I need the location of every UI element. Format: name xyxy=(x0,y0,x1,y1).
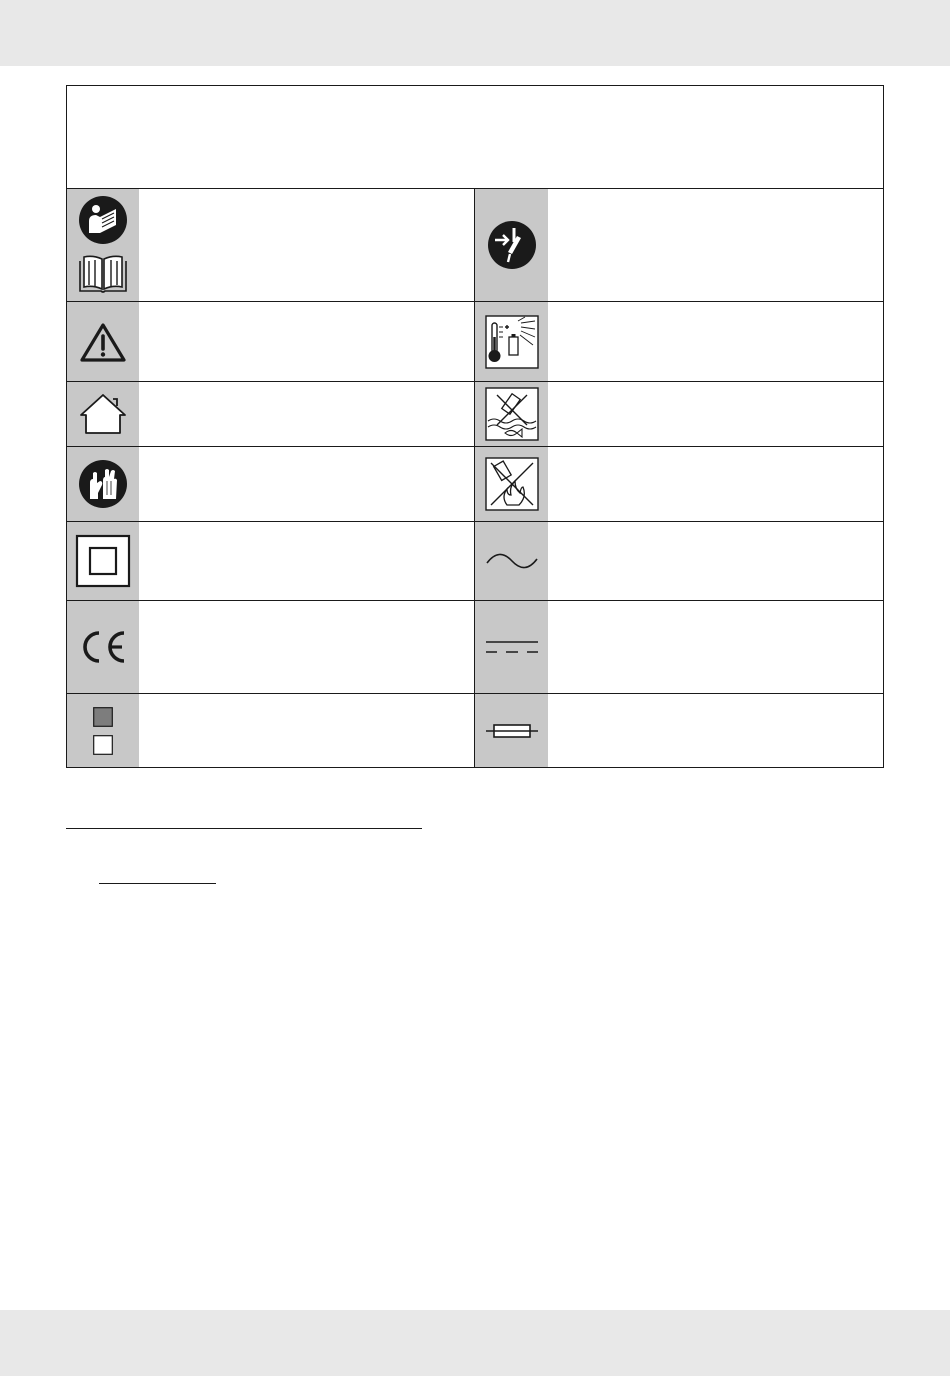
legend-icon-cell xyxy=(67,601,139,693)
protection-class-ii-icon xyxy=(75,534,131,588)
legend-row xyxy=(67,189,883,302)
legend-description xyxy=(548,694,883,767)
fuse-icon xyxy=(485,723,539,739)
wear-gloves-mandatory-icon xyxy=(78,459,128,509)
legend-icon-cell xyxy=(474,694,548,767)
warning-triangle-icon xyxy=(80,322,126,362)
legend-description xyxy=(548,382,883,446)
read-manual-mandatory-icon xyxy=(78,195,128,245)
legend-icon-cell xyxy=(474,522,548,600)
legend-description xyxy=(139,189,474,301)
legend-icon-cell xyxy=(67,382,139,446)
alternating-current-icon xyxy=(485,551,539,571)
footer-band xyxy=(0,1310,950,1376)
legend-icon-cell xyxy=(474,601,548,693)
disconnect-plug-mandatory-icon xyxy=(487,220,537,270)
legend-description xyxy=(139,522,474,600)
section-heading-rule xyxy=(66,828,422,829)
legend-icon-cell xyxy=(67,189,139,301)
legend-description xyxy=(548,302,883,381)
legend-description xyxy=(139,447,474,521)
legend-description xyxy=(548,189,883,301)
color-swatch-grey-icon xyxy=(93,707,113,727)
open-book-icon xyxy=(77,253,129,295)
color-swatch-white-icon xyxy=(93,735,113,755)
legend-description xyxy=(548,522,883,600)
legend-description xyxy=(139,601,474,693)
ce-mark-icon xyxy=(78,629,128,665)
battery-no-water-disposal-icon xyxy=(485,387,539,441)
legend-description xyxy=(139,302,474,381)
symbol-legend-table xyxy=(66,85,884,768)
legend-icon-cell xyxy=(474,302,548,381)
legend-row xyxy=(67,447,883,522)
legend-description xyxy=(548,447,883,521)
legend-icon-cell xyxy=(67,694,139,767)
legend-description xyxy=(548,601,883,693)
legend-icon-cell xyxy=(474,189,548,301)
direct-current-icon xyxy=(485,639,539,655)
indoor-use-house-icon xyxy=(79,393,127,435)
legend-icon-cell xyxy=(474,382,548,446)
legend-icon-cell xyxy=(67,302,139,381)
legend-row xyxy=(67,522,883,601)
legend-icon-cell xyxy=(474,447,548,521)
battery-heat-sunlight-icon xyxy=(485,315,539,369)
legend-icon-cell xyxy=(67,522,139,600)
legend-row xyxy=(67,694,883,767)
legend-description xyxy=(139,382,474,446)
legend-icon-cell xyxy=(67,447,139,521)
battery-no-fire-icon xyxy=(485,457,539,511)
legend-row xyxy=(67,601,883,694)
legend-header xyxy=(67,86,883,189)
legend-row xyxy=(67,382,883,447)
subsection-heading-rule xyxy=(99,883,216,884)
header-band xyxy=(0,0,950,66)
legend-description xyxy=(139,694,474,767)
legend-row xyxy=(67,302,883,382)
